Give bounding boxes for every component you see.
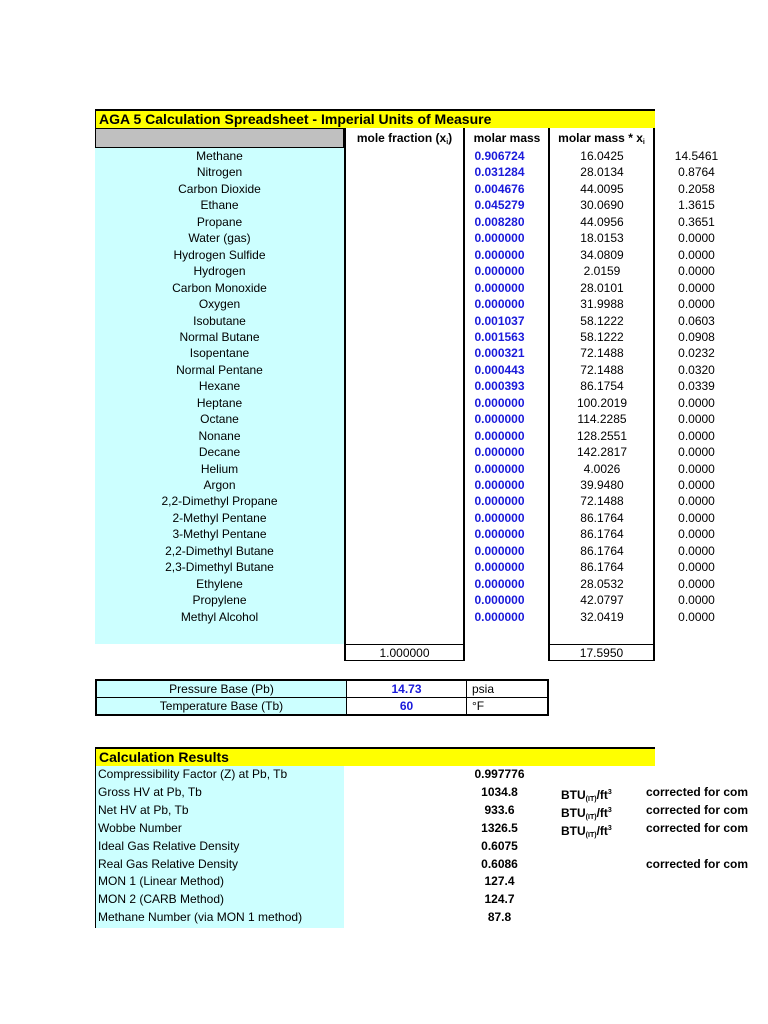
molar-mass-product-value: 0.0000 [678,510,715,525]
component-row [95,378,715,395]
component-name: Argon [203,478,236,492]
mole-fraction-input[interactable]: 0.000000 [474,576,525,591]
molar-mass-value: 72.1488 [580,494,624,509]
component-name: Propylene [192,593,247,608]
mole-fraction-input[interactable]: 0.000000 [474,543,525,558]
temperature-base-row [97,698,547,714]
result-row [95,838,655,856]
result-note: corrected for com [646,820,749,835]
temperature-base-input[interactable]: 60 [346,698,467,714]
molar-mass-product-value: 0.0000 [678,445,715,460]
molar-mass-product-value: 0.0000 [678,461,715,476]
component-name: Nonane [198,428,241,443]
header-mole-fraction-close: ) [448,131,453,145]
result-row [95,856,749,874]
result-label: Gross HV at Pb, Tb [98,784,202,799]
molar-mass-value: 4.0026 [583,461,621,476]
pressure-base-input[interactable]: 14.73 [346,681,467,697]
result-value: 127.4 [484,874,515,889]
molar-mass-value: 86.1764 [580,510,624,525]
molar-mass-product-value: 0.0000 [678,609,715,624]
result-row [95,820,749,839]
result-unit: $BTU_{(IT)}/ft^3$ [561,787,612,803]
component-name: 2,3-Dimethyl Butane [165,560,274,575]
component-row [95,329,715,346]
mole-fraction-input[interactable]: 0.000000 [474,560,525,575]
molar-mass-value: 128.2551 [576,428,628,443]
component-row [95,197,715,214]
mole-fraction-input[interactable]: 0.000000 [474,247,525,262]
component-row [95,428,715,445]
component-name: Carbon Monoxide [172,280,267,295]
mole-fraction-input[interactable]: 0.000321 [474,346,525,361]
component-row [95,263,715,280]
molar-mass-product-value: 0.0908 [678,329,715,344]
component-row [95,230,715,247]
component-row [95,164,715,181]
component-name: Normal Butane [179,329,260,344]
molar-mass-value: 28.0532 [580,576,624,591]
result-unit: $BTU_{(IT)}/ft^3$ [561,823,612,839]
component-name: Ethylene [196,576,243,591]
mole-fraction-input[interactable]: 0.000000 [474,445,525,460]
molar-mass-value: 44.0095 [580,181,624,196]
result-value: 0.997776 [474,767,525,781]
component-row [95,362,715,379]
component-row [95,493,715,510]
molar-mass-value: 28.0134 [580,165,624,180]
result-label: Ideal Gas Relative Density [98,838,240,853]
molar-mass-product-value: 1.3615 [678,198,715,213]
component-row [95,510,715,527]
result-value: 1326.5 [481,820,518,835]
result-note: corrected for com [646,802,749,817]
molar-mass-product-value: 0.0000 [678,395,715,410]
mole-fraction-input[interactable]: 0.906724 [474,149,525,163]
mole-fraction-input[interactable]: 0.000000 [474,395,525,410]
component-name: Isobutane [193,313,246,328]
total-mole-fraction: 1.000000 [344,644,465,661]
component-row [95,444,715,461]
mole-fraction-input[interactable]: 0.031284 [474,165,525,180]
result-unit: $BTU_{(IT)}/ft^3$ [561,805,612,821]
molar-mass-product-value: 0.0000 [678,297,715,312]
molar-mass-value: 44.0956 [580,214,624,229]
mole-fraction-input[interactable]: 0.000000 [474,231,525,246]
header-molar-mass-x-text: molar mass * x [558,131,643,145]
component-row [95,313,715,330]
mole-fraction-input[interactable]: 0.008280 [474,214,525,229]
component-name: Isopentane [189,346,250,361]
mole-fraction-input[interactable]: 0.045279 [474,198,525,213]
molar-mass-product-value: 0.0000 [678,264,715,279]
mole-fraction-input[interactable]: 0.000000 [474,461,525,476]
header-molar-mass-x-sub: i [642,139,645,146]
result-label: Real Gas Relative Density [98,856,239,871]
component-row [95,345,715,362]
mole-fraction-input[interactable]: 0.004676 [474,181,525,196]
result-row [95,766,655,784]
result-value: 1034.8 [481,784,518,799]
mole-fraction-input[interactable]: 0.000000 [474,280,525,295]
mole-fraction-input[interactable]: 0.000000 [474,264,525,279]
result-row [95,891,655,909]
component-row [95,247,715,264]
molar-mass-product-value: 0.0339 [678,379,715,394]
molar-mass-product-value: 0.0000 [678,543,715,558]
molar-mass-value: 86.1754 [580,379,624,394]
component-name: Methane [196,149,243,163]
molar-mass-value: 34.0809 [580,247,624,262]
component-name: Propane [196,214,243,229]
molar-mass-value: 31.9988 [580,297,624,312]
result-value: 933.6 [484,802,515,817]
component-row [95,461,715,478]
component-name: 3-Methyl Pentane [172,527,267,542]
component-row [95,280,715,297]
component-row [95,559,715,576]
component-row [95,181,715,198]
mole-fraction-input[interactable]: 0.000000 [474,510,525,525]
molar-mass-product-value: 14.5461 [674,149,719,163]
molar-mass-value: 18.0153 [580,231,624,246]
header-mole-fraction-sub: i [446,139,449,146]
molar-mass-product-value: 0.0000 [678,527,715,542]
molar-mass-value: 100.2019 [576,395,628,410]
component-name: Carbon Dioxide [178,181,261,196]
temperature-base-label: Temperature Base (Tb) [97,698,346,714]
molar-mass-value: 30.0690 [580,198,624,213]
result-label: MON 2 (CARB Method) [98,892,225,907]
component-row [95,609,715,626]
molar-mass-value: 72.1488 [580,362,624,377]
result-label: Methane Number (via MON 1 method) [98,910,303,925]
mole-fraction-input[interactable]: 0.000000 [474,593,525,608]
component-name: Octane [200,412,239,427]
mole-fraction-input[interactable]: 0.000000 [474,297,525,312]
result-label: Compressibility Factor (Z) at Pb, Tb [98,767,288,781]
mole-fraction-input[interactable]: 0.001563 [474,329,525,344]
component-row [95,526,715,543]
component-row [95,395,715,412]
component-row [95,543,715,560]
mole-fraction-input[interactable]: 0.000000 [474,609,525,624]
component-name: Water (gas) [188,231,251,246]
molar-mass-value: 58.1222 [580,329,624,344]
component-row [95,477,715,494]
component-name: Oxygen [198,297,241,312]
component-name: Methyl Alcohol [180,609,259,624]
result-label: MON 1 (Linear Method) [98,874,225,889]
molar-mass-product-value: 0.0000 [678,428,715,443]
component-name: 2-Methyl Pentane [172,510,267,525]
molar-mass-product-value: 0.0232 [678,346,715,361]
total-molar-mass-product: 17.5950 [548,644,655,661]
pressure-base-unit: psia [472,682,495,696]
molar-mass-product-value: 0.0000 [678,478,715,492]
result-row [95,873,655,891]
molar-mass-product-value: 0.0000 [678,247,715,262]
molar-mass-product-value: 0.0603 [678,313,715,328]
result-label: Wobbe Number [98,820,182,835]
base-conditions-table [95,679,549,716]
molar-mass-value: 58.1222 [580,313,624,328]
component-name: Normal Pentane [176,362,263,377]
mole-fraction-input[interactable]: 0.000393 [474,379,525,394]
component-name: Hydrogen [193,264,246,279]
mole-fraction-input[interactable]: 0.001037 [474,313,525,328]
component-name: 2,2-Dimethyl Butane [165,543,274,558]
mole-fraction-input[interactable]: 0.000000 [474,412,525,427]
component-name: 2,2-Dimethyl Propane [161,494,278,509]
molar-mass-product-value: 0.0000 [678,576,715,591]
sheet-title: AGA 5 Calculation Spreadsheet - Imperial Units of Measure [95,109,655,128]
molar-mass-product-value: 0.0000 [678,231,715,246]
result-label: Net HV at Pb, Tb [98,802,189,817]
molar-mass-product-value: 0.0000 [678,412,715,427]
molar-mass-value: 32.0419 [580,609,624,624]
component-row [95,214,715,231]
molar-mass-product-value: 0.8764 [678,165,715,180]
molar-mass-value: 39.9480 [580,478,624,492]
result-row [95,909,655,927]
molar-mass-value: 86.1764 [580,560,624,575]
molar-mass-product-value: 0.0000 [678,494,715,509]
molar-mass-product-value: 0.0000 [678,280,715,295]
results-title: Calculation Results [95,747,655,766]
molar-mass-value: 72.1488 [580,346,624,361]
mole-fraction-input[interactable]: 0.000000 [474,494,525,509]
header-molar-mass: molar mass [473,131,541,145]
mole-fraction-input[interactable]: 0.000443 [474,362,525,377]
pressure-base-row [97,681,547,698]
component-row [95,148,719,165]
pressure-base-label: Pressure Base (Pb) [97,681,346,697]
component-name: Heptane [196,395,243,410]
result-row [95,802,749,821]
component-row [95,411,715,428]
component-row [95,576,715,593]
component-row [95,296,715,313]
molar-mass-value: 2.0159 [583,264,621,279]
molar-mass-product-value: 0.2058 [678,181,715,196]
component-name: Nitrogen [196,165,243,180]
molar-mass-value: 142.2817 [576,445,628,460]
molar-mass-value: 114.2285 [577,412,627,427]
molar-mass-value: 16.0425 [580,149,624,163]
molar-mass-value: 86.1764 [580,527,624,542]
result-row [95,784,749,803]
result-value: 0.6086 [481,856,518,871]
component-name: Hydrogen Sulfide [173,247,266,262]
component-name: Decane [198,445,241,460]
temperature-base-unit: °F [472,699,485,713]
mole-fraction-input[interactable]: 0.000000 [474,527,525,542]
molar-mass-value: 42.0797 [580,593,624,608]
component-row [95,592,715,609]
result-note: corrected for com [646,784,749,799]
molar-mass-value: 28.0101 [580,280,624,295]
result-value: 0.6075 [481,838,518,853]
mole-fraction-input[interactable]: 0.000000 [474,428,525,443]
result-note: corrected for com [646,856,749,871]
mole-fraction-input[interactable]: 0.000000 [474,478,525,492]
molar-mass-value: 86.1764 [580,543,624,558]
molar-mass-product-value: 0.0000 [678,560,715,575]
molar-mass-product-value: 0.0320 [678,362,715,377]
result-value: 87.8 [487,910,512,925]
component-name: Hexane [198,379,241,394]
component-name: Ethane [200,198,239,213]
header-blank-cell [95,128,344,148]
component-name: Helium [200,461,239,476]
result-value: 124.7 [484,892,515,907]
molar-mass-product-value: 0.3651 [678,214,715,229]
header-mole-fraction-text: mole fraction (x [356,131,447,145]
molar-mass-product-value: 0.0000 [678,593,715,608]
